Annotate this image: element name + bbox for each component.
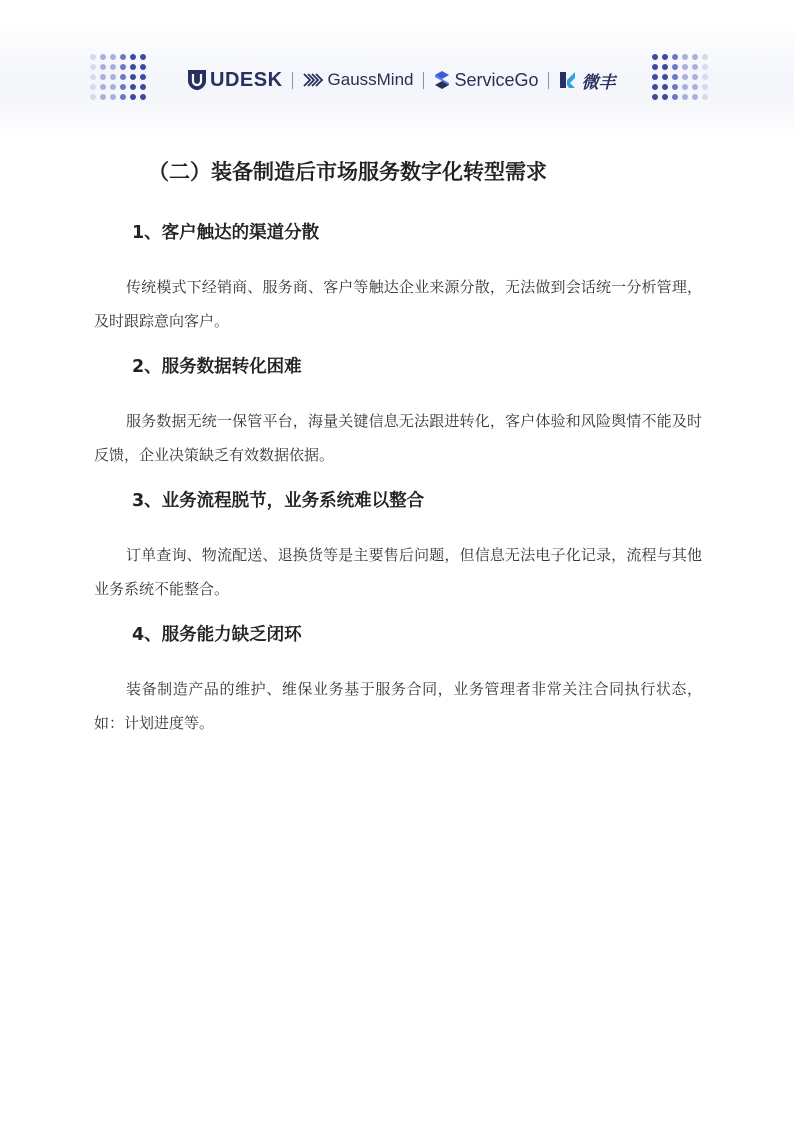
decorative-dot: [692, 74, 698, 80]
udesk-shield-icon: [187, 69, 207, 91]
item-paragraph: 传统模式下经销商、服务商、客户等触达企业来源分散，无法做到会话统一分析管理，及时跟踪意向客户。: [94, 278, 702, 330]
decorative-dot: [120, 54, 126, 60]
decorative-dots-right: [652, 54, 712, 104]
decorative-dot: [672, 84, 678, 90]
decorative-dot: [652, 74, 658, 80]
decorative-dot: [682, 94, 688, 100]
udesk-logo-text: UDESK: [210, 68, 283, 91]
decorative-dot: [130, 54, 136, 60]
decorative-dot: [140, 94, 146, 100]
decorative-dot: [702, 84, 708, 90]
item-heading: 1、客户触达的渠道分散: [132, 223, 320, 243]
decorative-dot: [140, 74, 146, 80]
decorative-dot: [672, 94, 678, 100]
decorative-dot: [100, 54, 106, 60]
decorative-dot: [90, 54, 96, 60]
servicego-s-icon: [433, 70, 451, 90]
decorative-dot: [662, 54, 668, 60]
decorative-dot: [110, 54, 116, 60]
decorative-dot: [120, 74, 126, 80]
udesk-logo: [187, 69, 283, 92]
decorative-dot: [682, 74, 688, 80]
decorative-dot: [120, 64, 126, 70]
decorative-dot: [140, 54, 146, 60]
decorative-dot: [702, 74, 708, 80]
decorative-dot: [100, 94, 106, 100]
section-title: （二）装备制造后市场服务数字化转型需求: [148, 160, 547, 184]
decorative-dot: [140, 64, 146, 70]
decorative-dot: [702, 94, 708, 100]
decorative-dot: [702, 64, 708, 70]
decorative-dot: [672, 54, 678, 60]
decorative-dot: [100, 84, 106, 90]
decorative-dot: [130, 64, 136, 70]
weifeng-logo-text: 微丰: [581, 72, 616, 92]
decorative-dot: [692, 64, 698, 70]
decorative-dot: [682, 64, 688, 70]
decorative-dot: [120, 84, 126, 90]
item-paragraph: 服务数据无统一保管平台，海量关键信息无法跟进转化，客户体验和风险舆情不能及时反馈，企业决策缺乏有效数据依据。: [94, 412, 702, 464]
decorative-dot: [692, 84, 698, 90]
decorative-dot: [110, 94, 116, 100]
item-heading: 4、服务能力缺乏闭环: [132, 625, 302, 645]
logo-separator: [423, 72, 424, 89]
decorative-dot: [110, 64, 116, 70]
decorative-dot: [652, 84, 658, 90]
decorative-dot: [662, 64, 668, 70]
decorative-dot: [130, 94, 136, 100]
decorative-dot: [672, 64, 678, 70]
logo-separator: [548, 72, 549, 89]
decorative-dot: [100, 74, 106, 80]
gaussmind-logo: [302, 70, 414, 90]
logo-separator: [292, 72, 293, 89]
item-heading: 3、业务流程脱节，业务系统难以整合: [132, 491, 425, 511]
weifeng-logo: [558, 68, 616, 93]
decorative-dot: [130, 74, 136, 80]
decorative-dot: [662, 94, 668, 100]
servicego-logo: [433, 70, 539, 91]
decorative-dot: [90, 94, 96, 100]
gaussmind-logo-text: GaussMind: [327, 70, 414, 89]
decorative-dot: [692, 94, 698, 100]
decorative-dot: [672, 74, 678, 80]
decorative-dot: [120, 94, 126, 100]
weifeng-mark-icon: [558, 70, 578, 90]
decorative-dot: [662, 84, 668, 90]
decorative-dots-left: [90, 54, 150, 104]
decorative-dot: [90, 74, 96, 80]
decorative-dot: [130, 84, 136, 90]
decorative-dot: [110, 74, 116, 80]
decorative-dot: [662, 74, 668, 80]
gaussmind-wave-icon: [302, 71, 324, 89]
decorative-dot: [90, 64, 96, 70]
decorative-dot: [140, 84, 146, 90]
decorative-dot: [110, 84, 116, 90]
item-paragraph: 装备制造产品的维护、维保业务基于服务合同，业务管理者非常关注合同执行状态，如：计划进度等。: [94, 680, 702, 732]
decorative-dot: [652, 94, 658, 100]
decorative-dot: [682, 84, 688, 90]
decorative-dot: [90, 84, 96, 90]
item-paragraph: 订单查询、物流配送、退换货等是主要售后问题，但信息无法电子化记录，流程与其他业务系统不能整合。: [94, 546, 702, 598]
decorative-dot: [652, 54, 658, 60]
decorative-dot: [100, 64, 106, 70]
decorative-dot: [692, 54, 698, 60]
item-heading: 2、服务数据转化困难: [132, 357, 302, 377]
decorative-dot: [702, 54, 708, 60]
decorative-dot: [682, 54, 688, 60]
logo-bar: [187, 62, 616, 98]
decorative-dot: [652, 64, 658, 70]
servicego-logo-text: ServiceGo: [454, 69, 539, 90]
